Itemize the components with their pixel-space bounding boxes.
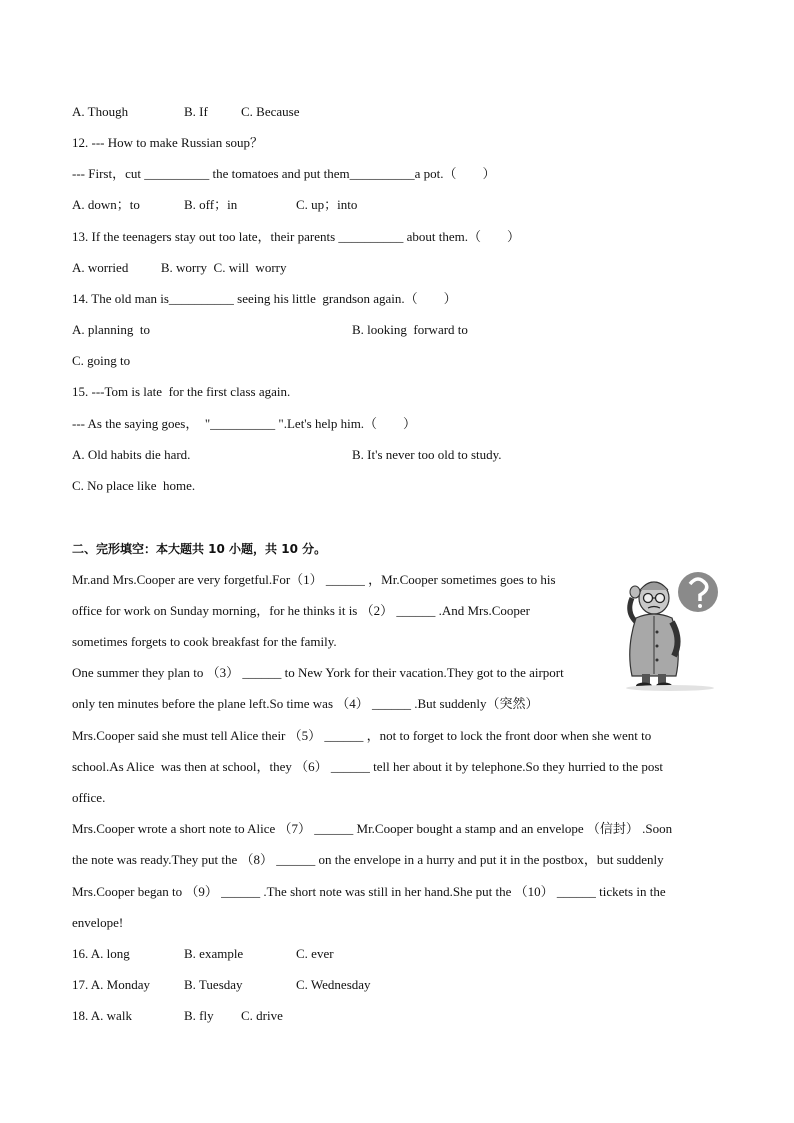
passage-line: office for work on Sunday morning，for he thinks it is （2） ______ .And Mrs.Cooper	[72, 603, 530, 618]
q12-option-a: A. down；to	[72, 197, 140, 212]
q16-option-a: 16. A. long	[72, 946, 130, 961]
q11-option-a: A. Though	[72, 104, 129, 119]
passage-line: the note was ready.They put the （8） ______ on the envelope in a hurry and put it in the postbox，but suddenly	[72, 852, 664, 867]
q15-option-a: A. Old habits die hard.	[72, 447, 191, 462]
q13-stem: 13. If the teenagers stay out too late，their parents __________ about them.（ ）	[72, 229, 521, 244]
passage-line: Mrs.Cooper said she must tell Alice their （5） ______ ，not to forget to lock the front door when she went to	[72, 728, 652, 743]
q14-option-b: B. looking forward to	[352, 322, 468, 337]
q12-option-c: C. up；into	[296, 197, 358, 212]
q15-stem: 15. ---Tom is late for the first class again.	[72, 384, 291, 399]
q14-stem: 14. The old man is__________ seeing his little grandson again.（ ）	[72, 291, 457, 306]
q17-option-a: 17. A. Monday	[72, 977, 150, 992]
passage-line: office.	[72, 790, 106, 805]
q14-option-c: C. going to	[72, 353, 131, 368]
passage-line: envelope!	[72, 915, 124, 930]
q18-option-b: B. fly	[184, 1008, 214, 1023]
passage-line: school.As Alice was then at school，they （6） ______ tell her about it by telephone.So they hurried to the post	[72, 759, 664, 774]
passage-line: One summer they plan to （3） ______ to New York for their vacation.They got to the airport	[72, 665, 564, 680]
section-heading: 二、完形填空：本大题共 10 小题，共 10 分。	[72, 542, 327, 556]
passage-line: Mrs.Cooper wrote a short note to Alice （7） ______ Mr.Cooper bought a stamp and an envelope （信封） .Soon	[72, 821, 673, 836]
q13-options: A. worried B. worry C. will worry	[72, 260, 287, 275]
q11-option-c: C. Because	[241, 104, 300, 119]
q12-stem: 12. --- How to make Russian soup？	[72, 135, 264, 150]
q18-option-c: C. drive	[241, 1008, 283, 1023]
q12-dialogue: --- First，cut __________ the tomatoes and put them__________a pot.（ ）	[72, 166, 496, 181]
passage-line: only ten minutes before the plane left.So time was （4） ______ .But suddenly（突然）	[72, 696, 539, 711]
forgetful-man-illustration	[618, 570, 722, 692]
q18-option-a: 18. A. walk	[72, 1008, 132, 1023]
q16-option-c: C. ever	[296, 946, 334, 961]
q11-option-b: B. If	[184, 104, 208, 119]
q16-option-b: B. example	[184, 946, 244, 961]
passage-line: Mrs.Cooper began to （9） ______ .The short note was still in her hand.She put the （10） ______ tickets in the	[72, 884, 666, 899]
q17-option-c: C. Wednesday	[296, 977, 371, 992]
q15-option-b: B. It's never too old to study.	[352, 447, 502, 462]
q15-option-c: C. No place like home.	[72, 478, 196, 493]
q15-dialogue: --- As the saying goes， "__________ ".Let's help him.（ ）	[72, 416, 417, 431]
q12-option-b: B. off；in	[184, 197, 238, 212]
q14-option-a: A. planning to	[72, 322, 150, 337]
q17-option-b: B. Tuesday	[184, 977, 243, 992]
passage-line: Mr.and Mrs.Cooper are very forgetful.For（1） ______ ，Mr.Cooper sometimes goes to his	[72, 572, 556, 587]
passage-line: sometimes forgets to cook breakfast for the family.	[72, 634, 337, 649]
